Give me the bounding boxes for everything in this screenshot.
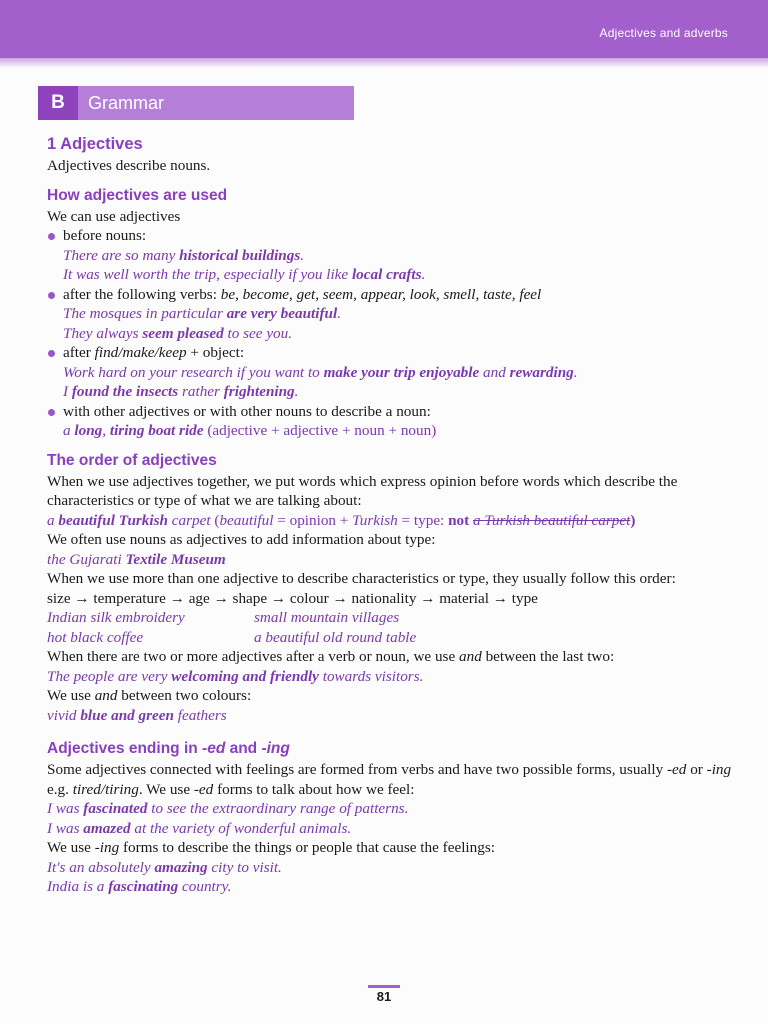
section-title: Grammar — [88, 92, 164, 113]
section-tab — [38, 86, 354, 120]
example-line: The mosques in particular are very beautiful. — [63, 305, 342, 322]
order-examples-row: hot black coffee a beautiful old round table — [47, 628, 417, 646]
example-line: It was well worth the trip, especially if you like local crafts. — [63, 266, 426, 283]
example-line: vivid blue and green feathers — [47, 706, 227, 724]
ed-ing-p1: Some adjectives connected with feelings are formed from verbs and have two possible forms, usually -ed or -ing e.g. tired/tiring. We use -ed forms to talk about how we feel: — [47, 761, 732, 798]
example-line: a beautiful Turkish carpet (beautiful = opinion + Turkish = type: not a Turkish beautiful carpet) — [47, 511, 636, 529]
heading-how-used: How adjectives are used — [47, 186, 228, 204]
heading-ed-ing: Adjectives ending in -ed and -ing — [47, 740, 290, 757]
page-content — [47, 131, 737, 897]
example-line: It's an absolutely amazing city to visit. — [47, 858, 282, 876]
top-banner — [0, 0, 768, 58]
order-sequence: size → temperature → age → shape → colour → nationality → material → type — [47, 589, 538, 607]
running-head: Adjectives and adverbs — [599, 26, 728, 40]
example-line: I was fascinated to see the extraordinary range of patterns. — [47, 800, 409, 817]
example-line: Work hard on your research if you want to make your trip enjoyable and rewarding. — [63, 363, 578, 381]
bullet-find-make-keep — [47, 343, 737, 402]
order-p2: We often use nouns as adjectives to add information about type: — [47, 531, 436, 548]
bullet-before-nouns — [47, 226, 737, 285]
heading-adjectives: 1 Adjectives — [47, 135, 143, 153]
order-p4: When there are two or more adjectives after a verb or noun, we use and between the last two: — [47, 648, 615, 665]
example-line: India is a fascinating country. — [47, 878, 232, 895]
bullet-other-adjectives — [47, 402, 737, 441]
example-line: They always seem pleased to see you. — [63, 324, 293, 342]
example-line: I found the insects rather frightening. — [63, 383, 299, 400]
bullet-label: with other adjectives or with other nouns to describe a noun: — [63, 402, 431, 420]
ed-ing-p2: We use -ing forms to describe the things or people that cause the feelings: — [47, 839, 495, 856]
section-letter: B — [38, 86, 78, 120]
order-p5: We use and between two colours: — [47, 687, 252, 704]
order-p1: When we use adjectives together, we put words which express opinion before words which describe the characteristics or type of what we are talking about: — [47, 472, 678, 509]
order-p3: When we use more than one adjective to describe characteristics or type, they usually follow this order: — [47, 570, 676, 587]
example-line: the Gujarati Textile Museum — [47, 550, 226, 568]
page-number: 81 — [368, 985, 400, 1004]
bullet-label: after find/make/keep + object: — [63, 344, 245, 361]
heading-order: The order of adjectives — [47, 451, 217, 469]
example-line: There are so many historical buildings. — [63, 246, 305, 264]
example-line: I was amazed at the variety of wonderful animals. — [47, 819, 352, 837]
bullet-label: before nouns: — [63, 227, 147, 244]
how-intro: We can use adjectives — [47, 207, 181, 225]
example-line: a long, tiring boat ride (adjective + adjective + noun + noun) — [63, 422, 437, 439]
bullet-label: after the following verbs: be, become, get, seem, appear, look, smell, taste, feel — [63, 285, 542, 303]
bullet-after-verbs — [47, 285, 737, 344]
example-line: The people are very welcoming and friendly towards visitors. — [47, 667, 424, 685]
banner-fade — [0, 58, 768, 68]
adjectives-intro: Adjectives describe nouns. — [47, 157, 211, 174]
order-examples-row: Indian silk embroidery small mountain villages — [47, 609, 400, 626]
